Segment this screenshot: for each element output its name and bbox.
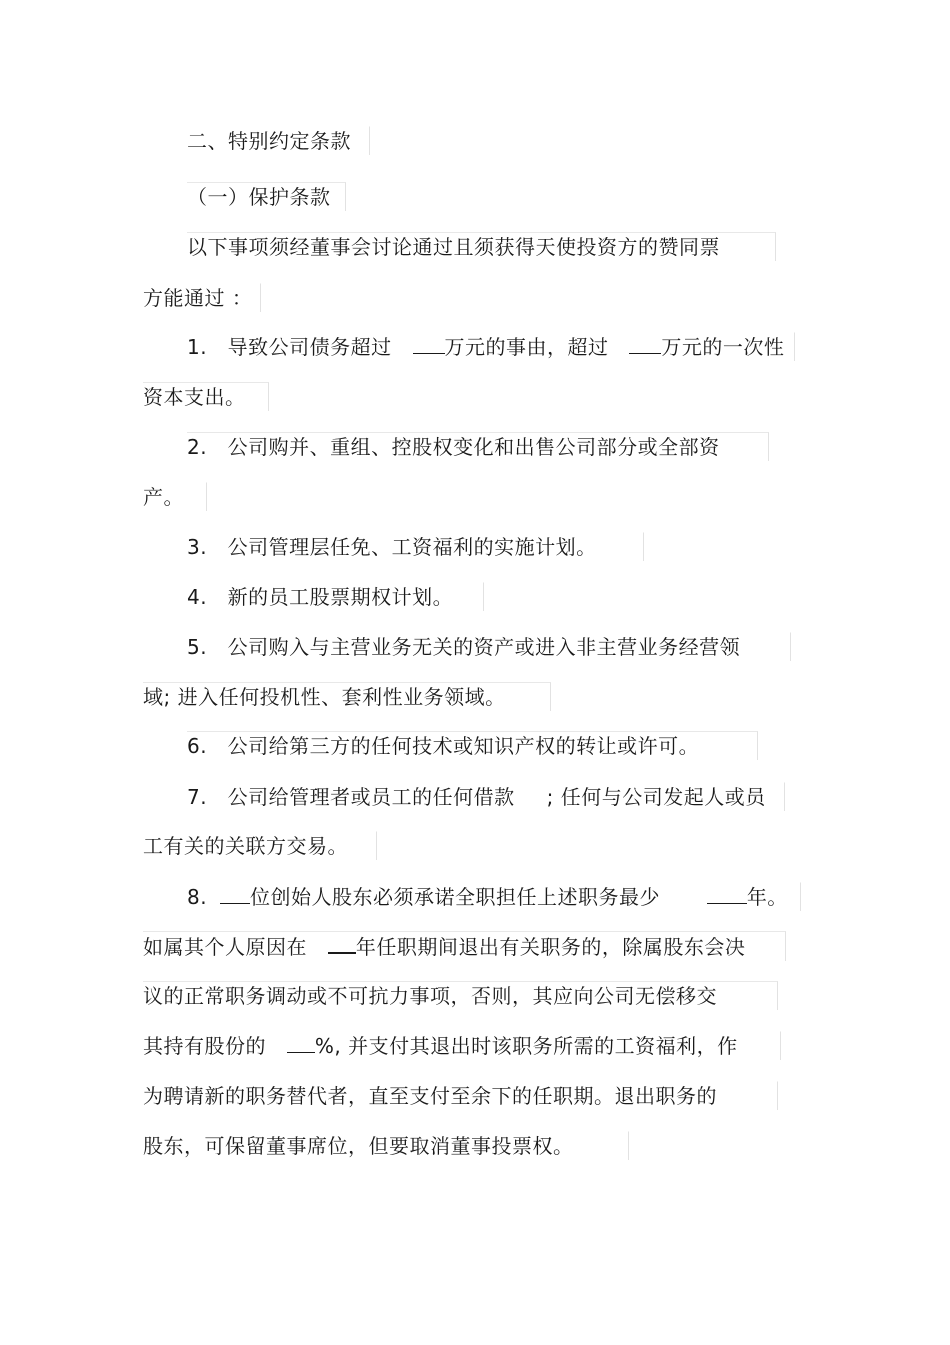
item-4-number: 4.: [187, 585, 208, 609]
item-3-line: [187, 532, 644, 561]
item-1-line-1: [187, 332, 795, 361]
item-8-line-1: [187, 882, 801, 911]
item-8-text-l2b: 年任职期间退出有关职务的，除属股东会决: [355, 935, 746, 959]
item-8-text-b: 年。: [746, 885, 788, 909]
item-3-number: 3.: [187, 535, 208, 559]
item-8-blank-years: [707, 883, 747, 904]
item-7-text-b: ; 任何与公司发起人或员: [546, 785, 766, 809]
item-1-text-b: 万元的事由，超过: [444, 335, 609, 359]
item-3-text: 公司管理层任免、工资福利的实施计划。: [227, 535, 597, 559]
item-1-text-c: 万元的一次性: [661, 335, 785, 359]
item-1-text-a: 导致公司债务超过: [227, 335, 392, 359]
item-5-line-2: 域; 进入任何投机性、套利性业务领域。: [143, 682, 551, 711]
item-8-text-a: 位创始人股东必须承诺全职担任上述职务最少: [249, 885, 660, 909]
item-8-text-l4c: 并支付其退出时该职务所需的工资福利，作: [348, 1034, 738, 1058]
item-8-blank-founders: [220, 883, 250, 904]
item-4-text: 新的员工股票期权计划。: [227, 585, 454, 609]
item-8-line-3: 议的正常职务调动或不可抗力事项，否则，其应向公司无偿移交: [143, 981, 778, 1010]
item-8-number: 8.: [187, 885, 208, 909]
item-7-number: 7.: [187, 785, 208, 809]
item-1-number: 1.: [187, 335, 208, 359]
item-8-line-5: 为聘请新的职务替代者，直至支付至余下的任职期。退出职务的: [143, 1081, 778, 1110]
item-8-text-l4b: %,: [314, 1034, 342, 1058]
intro-line-2: 方能通过 ：: [143, 283, 261, 312]
item-2-line-2: 产。: [143, 482, 207, 511]
item-8-line-4: [143, 1031, 781, 1060]
item-2-line-1: [187, 432, 769, 461]
item-6-text: 公司给第三方的任何技术或知识产权的转让或许可。: [227, 734, 700, 758]
item-6-line: [187, 731, 758, 760]
item-7-line-2: 工有关的关联方交易。: [143, 831, 377, 860]
item-5-number: 5.: [187, 635, 208, 659]
item-6-number: 6.: [187, 734, 208, 758]
item-2-number: 2.: [187, 435, 208, 459]
item-8-line-2: [143, 931, 786, 961]
section-heading: 二、特别约定条款: [187, 126, 370, 155]
item-8-blank-percent: [287, 1032, 315, 1053]
item-5-text: 公司购入与主营业务无关的资产或进入非主营业务经营领: [227, 635, 741, 659]
item-2-text: 公司购并、重组、控股权变化和出售公司部分或全部资: [227, 435, 720, 459]
item-8-blank-term: [328, 932, 356, 954]
item-1-blank-amount-1: [413, 333, 445, 354]
subsection-heading: （一）保护条款: [187, 182, 346, 211]
item-5-line-1: [187, 632, 791, 661]
item-1-line-2: 资本支出。: [143, 382, 269, 411]
item-8-text-l4a: 其持有股份的: [143, 1034, 266, 1058]
item-7-text-a: 公司给管理者或员工的任何借款: [227, 785, 515, 809]
item-7-line-1: [187, 782, 785, 811]
item-1-blank-amount-2: [629, 333, 661, 354]
item-4-line: [187, 582, 484, 611]
intro-line-1: 以下事项须经董事会讨论通过且须获得天使投资方的赞同票: [187, 232, 776, 261]
item-8-line-6: 股东，可保留董事席位，但要取消董事投票权。: [143, 1131, 629, 1160]
item-8-text-l2a: 如属其个人原因在: [143, 935, 307, 959]
